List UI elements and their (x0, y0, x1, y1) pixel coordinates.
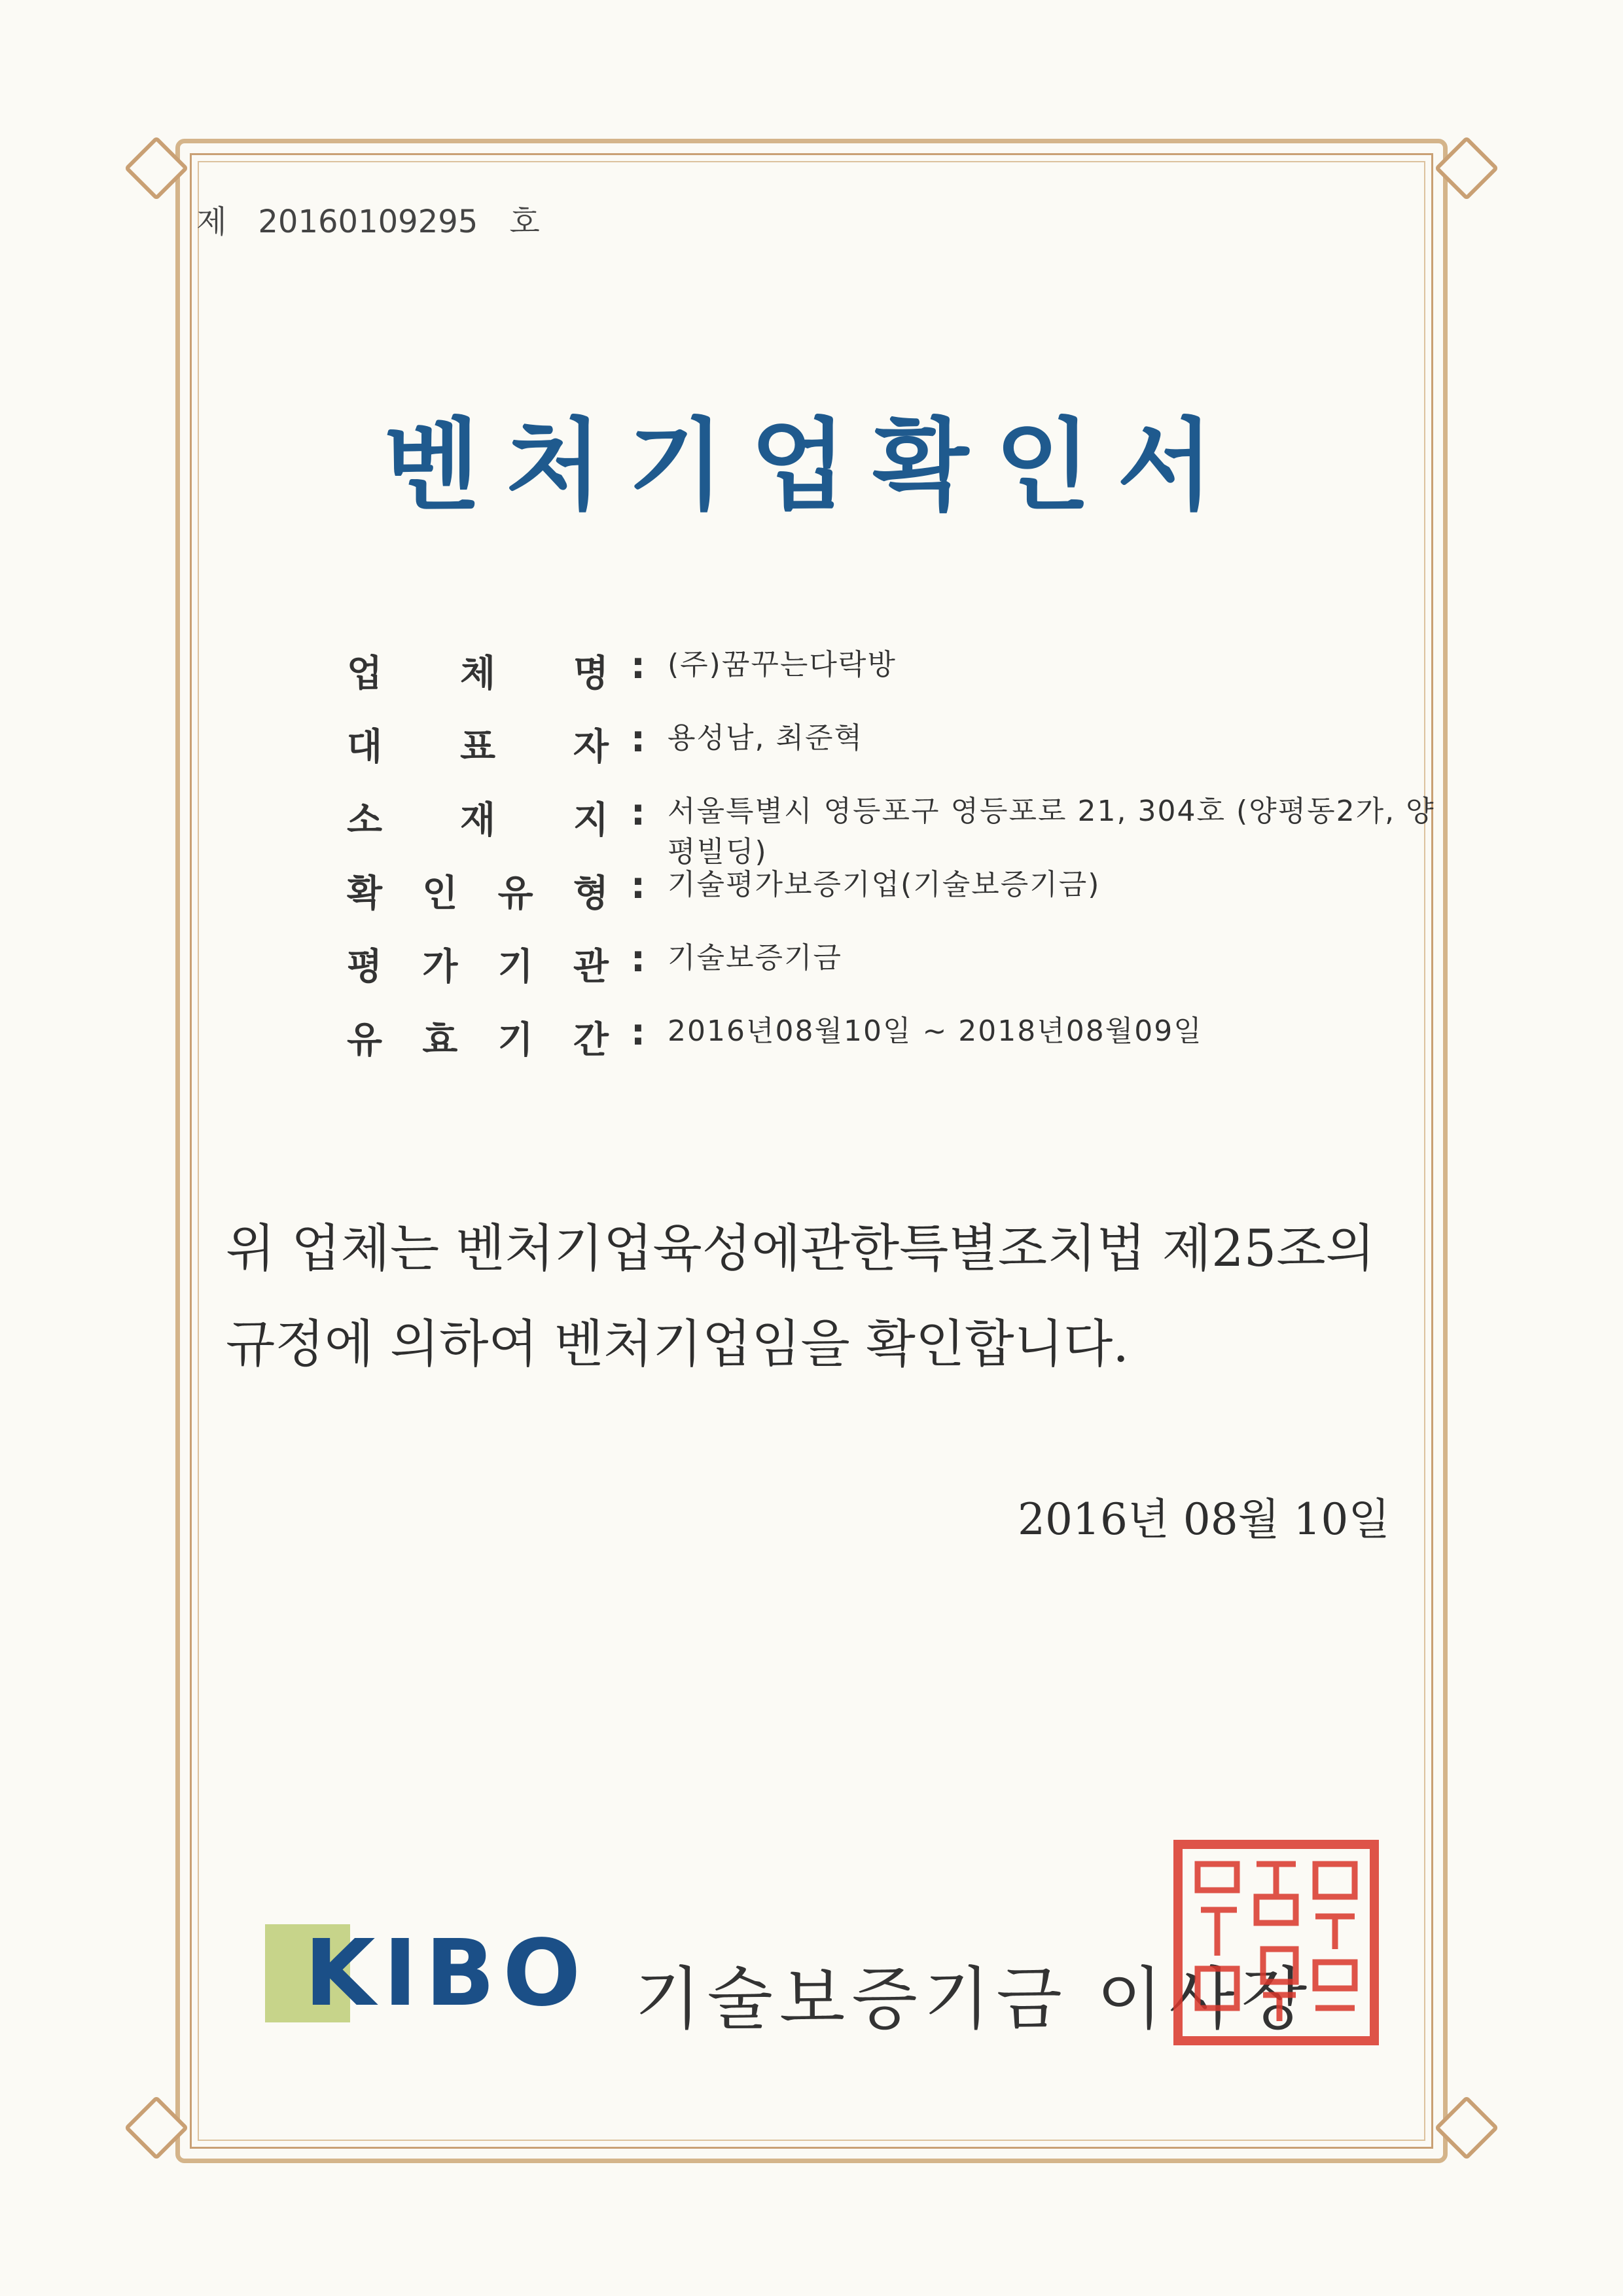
field-row (347, 718, 1453, 791)
field-value: 2016년08월10일 ~ 2018년08월09일 (668, 1014, 1203, 1048)
statement-line-2: 규정에 의하여 벤처기업임을 확인합니다. (226, 1315, 1130, 1374)
field-label-char: 가 (422, 946, 458, 988)
field-value: (주)꿈꾸는다락방 (668, 648, 897, 681)
field-colon: : (630, 1011, 646, 1054)
field-label (347, 791, 609, 844)
field-label-char: 업 (347, 653, 383, 695)
field-label-char: 평 (347, 946, 383, 988)
certificate-number-suffix: 호 (509, 204, 540, 240)
certificate-number-value: 20160109295 (258, 204, 478, 240)
field-label-char: 유 (497, 872, 533, 915)
issue-date: 2016년 08월 10일 (1018, 1494, 1391, 1545)
field-label-char: 유 (347, 1019, 383, 1062)
field-colon: : (630, 865, 646, 907)
field-row (347, 645, 1453, 718)
statement (226, 1201, 1417, 1392)
field-value: 용성남, 최준혁 (668, 721, 863, 755)
field-label-char: 기 (497, 1019, 533, 1062)
field-label-char: 확 (347, 872, 383, 915)
field-row (347, 938, 1453, 1011)
field-label-char: 인 (422, 872, 458, 915)
field-label-char: 형 (573, 872, 609, 915)
field-label-char: 지 (573, 799, 609, 842)
field-value: 기술평가보증기업(기술보증기금) (668, 868, 1101, 901)
field-label (347, 645, 609, 697)
field-colon: : (630, 645, 646, 687)
field-colon: : (630, 718, 646, 761)
field-label-char: 관 (573, 946, 609, 988)
field-label-char: 명 (573, 653, 609, 695)
field-label-char: 표 (459, 726, 496, 768)
field-list (347, 645, 1453, 1085)
field-label (347, 718, 609, 770)
field-value: 기술보증기금 (668, 941, 843, 975)
field-row (347, 1011, 1453, 1085)
field-row (347, 865, 1453, 938)
field-label (347, 865, 609, 917)
field-label (347, 1011, 609, 1064)
field-label-char: 재 (459, 799, 496, 842)
field-colon: : (630, 938, 646, 980)
field-label-char: 자 (573, 726, 609, 768)
field-label-char: 간 (573, 1019, 609, 1062)
field-label-char: 기 (497, 946, 533, 988)
certificate-title: 벤처기업확인서 (383, 406, 1240, 524)
field-value: 서울특별시 영등포구 영등포로 21, 304호 (양평동2가, 양평빌딩) (668, 795, 1435, 869)
issuer-name: 기술보증기금 이사장 (635, 1959, 1314, 2039)
field-row (347, 791, 1453, 869)
field-label-char: 효 (422, 1019, 458, 1062)
certificate-number (196, 196, 540, 242)
certificate-number-prefix: 제 (196, 204, 227, 240)
statement-line-1: 위 업체는 벤처기업육성에관한특별조치법 제25조의 (226, 1219, 1375, 1278)
field-label (347, 938, 609, 990)
official-seal-icon (1171, 1838, 1381, 2047)
field-label-char: 소 (347, 799, 383, 842)
kibo-logo: KIBO (304, 1920, 589, 2027)
field-label-char: 체 (459, 653, 496, 695)
field-colon: : (630, 791, 646, 834)
field-label-char: 대 (347, 726, 383, 768)
